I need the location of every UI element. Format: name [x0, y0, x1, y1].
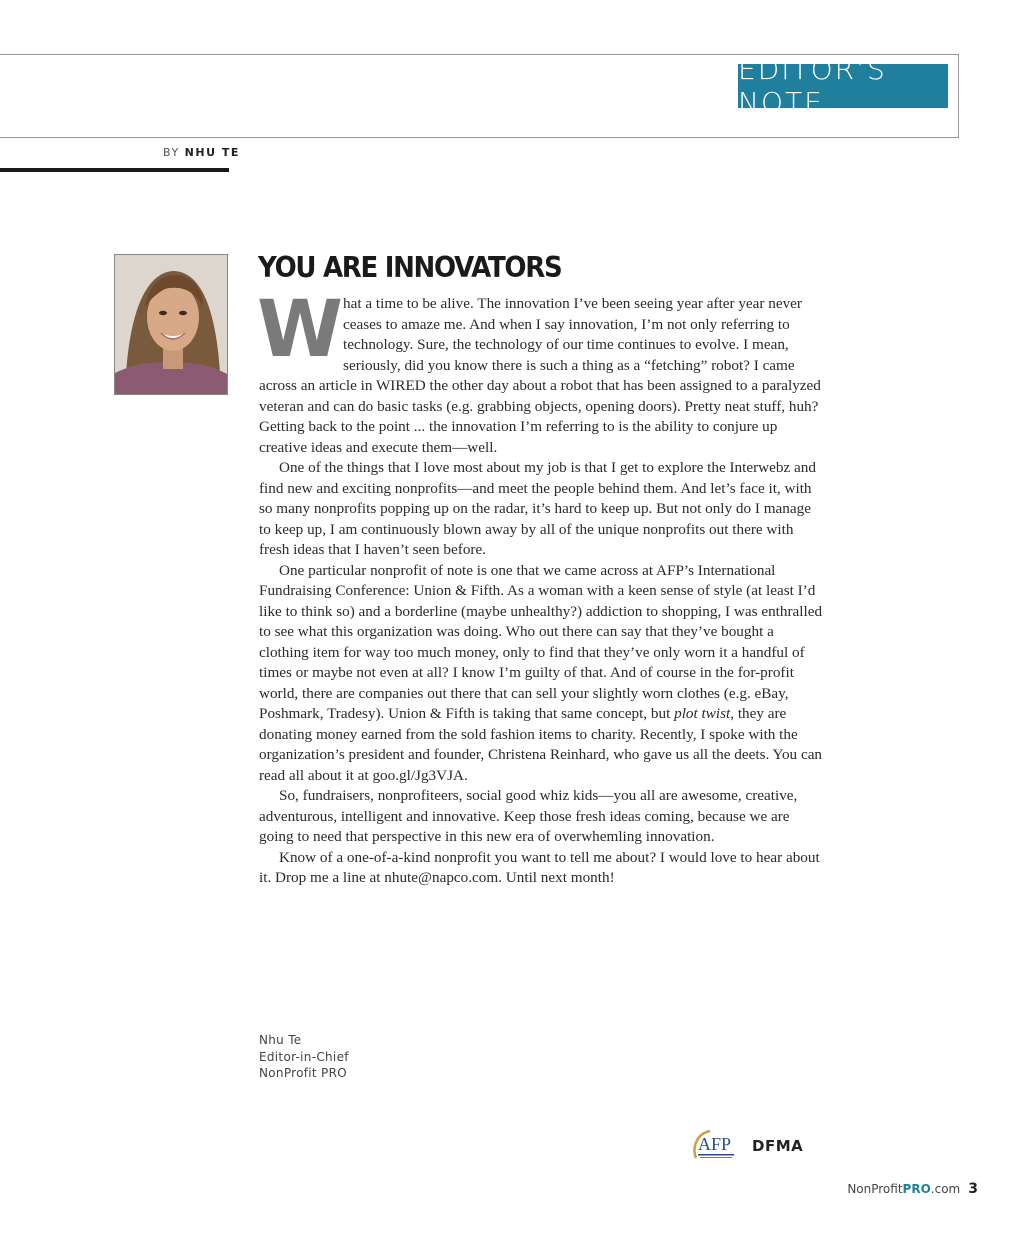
byline-author: NHU TE: [184, 146, 240, 159]
afp-logo-icon: [690, 1128, 742, 1164]
article-paragraph: Know of a one-of-a-kind nonprofit you want to tell me about? I would love to hear about it. Drop me a line at nhute@napco.com. Until next month!: [259, 848, 820, 886]
signature-block: [259, 1032, 349, 1082]
signature-name: Nhu Te: [259, 1033, 302, 1047]
byline: [163, 146, 240, 159]
article-paragraph: So, fundraisers, nonprofiteers, social good whiz kids—you all are awesome, creative, adventurous, intelligent and innovative. Keep those fresh ideas coming, because we are going to need that perspective in this new era of overwhemling innovation.: [259, 787, 798, 845]
section-label: EDITOR’S NOTE: [738, 64, 948, 108]
author-photo: [114, 254, 228, 395]
footer-brand: [847, 1182, 960, 1196]
page-number: 3: [968, 1181, 978, 1197]
byline-divider: [0, 168, 229, 172]
brand-prefix: NonProfit: [847, 1182, 903, 1196]
article-paragraph: One of the things that I love most about my job is that I get to explore the Interwebz and find new and exciting nonprofits—and meet the people behind them. And let’s face it, with so many nonprofits popping up on the radar, it’s hard to keep up. But not only do I manage to keep up, I am continuously blown away by all of the unique nonprofits out there with fresh ideas that I haven’t seen before.: [259, 459, 816, 558]
paragraph-text: , they are donating money earned from the sold fashion items to charity. Recently, I spoke with the organization’s president and founder, Christena Reinhard, who gave us all the deets. You can read all about it at goo.gl/Jg3VJA.: [259, 705, 823, 784]
article-paragraph: [257, 285, 824, 458]
signature-publication: NonProfit PRO: [259, 1066, 347, 1080]
brand-suffix: .com: [930, 1182, 961, 1196]
drop-cap: W: [257, 285, 340, 375]
brand-pro: PRO: [902, 1182, 931, 1196]
article-body: [257, 285, 824, 889]
byline-prefix: BY: [163, 146, 180, 159]
paragraph-text: hat a time to be alive. The innovation I’ve been seeing year after year never ceases to amaze me. And when I say innovation, I’m not only referring to technology. Sure, the technology of our time continues to evolve. I mean, seriously, did you know there is such a thing as a “fetching” robot? I came across an article in WIRED the other day about a robot that has been assigned to a paralyzed veteran and can do basic tasks (e.g. grabbing objects, opening doors). Pretty neat stuff, huh? Getting back to the point ... the innovation I’m referring to is the ability to conjure up creative ideas and execute them—well.: [259, 295, 821, 456]
dfma-logo: DFMA: [752, 1137, 804, 1155]
svg-text:AFP: AFP: [698, 1134, 732, 1154]
signature-role: Editor-in-Chief: [259, 1049, 349, 1064]
article-paragraph: [259, 561, 824, 787]
article-title: YOU ARE INNOVATORS: [258, 252, 562, 285]
emphasis-text: plot twist: [674, 705, 731, 722]
paragraph-text: One particular nonprofit of note is one that we came across at AFP’s International Fundraising Conference: Union & Fifth. As a woman with a keen sense of style (at least I’d like to think so) and a borderline (maybe unhealthy?) addiction to shopping, I was enthralled to see what this organization was doing. Who out there can say that they’ve bought a clothing item for way too much money, only to find that they’ve only worn it a handful of times or maybe not even at all? I know I’m guilty of that. And of course in the for-profit world, there are companies out there that can sell your slightly worn clothes (e.g. eBay, Poshmark, Tradesy). Union & Fifth is taking that same concept, but: [259, 561, 823, 722]
page-footer: [847, 1181, 978, 1197]
partner-logos: [690, 1128, 803, 1164]
